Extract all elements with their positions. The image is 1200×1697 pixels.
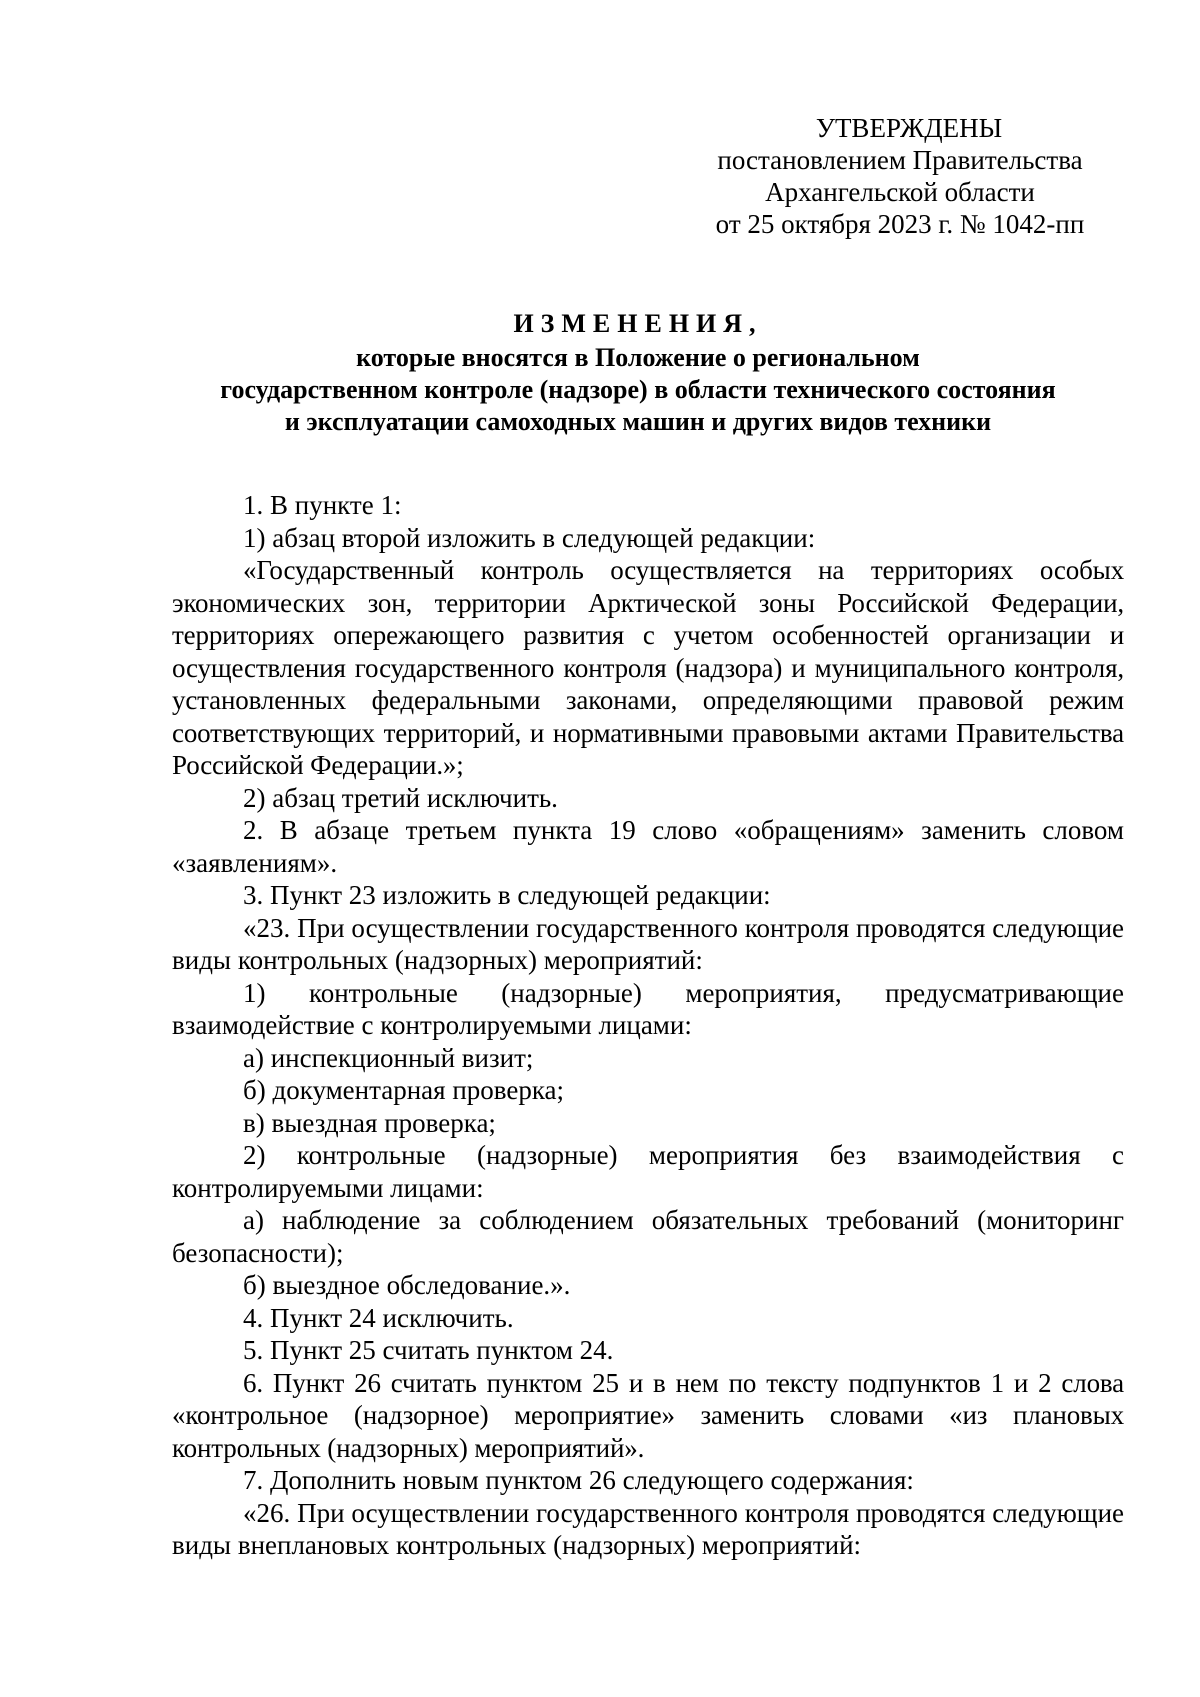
paragraph: в) выездная проверка;	[243, 1107, 496, 1138]
paragraph: б) документарная проверка;	[243, 1075, 565, 1105]
heading-line-1: которые вносятся в Положение о региональном	[356, 343, 920, 372]
paragraph: «26. При осуществлении государственного контроля проводятся следующие виды внеплановых контрольных (надзорных) мероприятий:	[172, 1497, 1124, 1560]
paragraph: б) выездное обследование.».	[243, 1270, 571, 1300]
paragraph: 2) абзац третий исключить.	[243, 782, 558, 813]
paragraph: 5. Пункт 25 считать пунктом 24.	[243, 1335, 614, 1365]
approval-line-1: постановлением Правительства	[717, 145, 1083, 175]
paragraph: 1) абзац второй изложить в следующей редакции:	[243, 522, 816, 553]
paragraph: 1) контрольные (надзорные) мероприятия, предусматривающие взаимодействие с контролируемыми лицами:	[172, 977, 1124, 1040]
paragraph: 7. Дополнить новым пунктом 26 следующего содержания:	[243, 1465, 914, 1495]
paragraph: а) инспекционный визит;	[243, 1042, 534, 1073]
paragraph: 2. В абзаце третьем пункта 19 слово «обращениям» заменить словом «заявлениям».	[172, 815, 1124, 878]
paragraph: «Государственный контроль осуществляется на территориях особых экономических зон, территории Арктической зоны Российской Федерации, территориях опережающего развития с учетом особенностей организации и осуществления государственного контроля (надзора) и муниципального контроля, установленных федеральными законами, определяющими правовой режим соответствующих территорий, и нормативными правовыми актами Правительства Российской Федерации.»;	[172, 555, 1124, 780]
document-body	[172, 489, 1124, 1562]
approval-block	[690, 112, 1110, 240]
paragraph: 4. Пункт 24 исключить.	[243, 1302, 514, 1333]
paragraph: а) наблюдение за соблюдением обязательных требований (мониторинг безопасности);	[172, 1205, 1124, 1268]
paragraph: 6. Пункт 26 считать пунктом 25 и в нем по тексту подпунктов 1 и 2 слова «контрольное (надзорное) мероприятие» заменить словами «из плановых контрольных (надзорных) мероприятий».	[172, 1367, 1124, 1463]
approval-title: УТВЕРЖДЕНЫ	[815, 113, 1003, 143]
heading-line-2: государственном контроле (надзоре) в области технического состояния	[220, 375, 1056, 404]
paragraph: «23. При осуществлении государственного контроля проводятся следующие виды контрольных (надзорных) мероприятий:	[172, 912, 1124, 975]
document-heading	[172, 308, 1104, 438]
approval-line-2: Архангельской области	[765, 177, 1035, 207]
paragraph: 1. В пункте 1:	[243, 490, 402, 520]
document-title: ИЗМЕНЕНИЯ,	[513, 309, 763, 338]
paragraph: 3. Пункт 23 изложить в следующей редакции:	[243, 880, 771, 910]
heading-line-3: и эксплуатации самоходных машин и других видов техники	[284, 407, 992, 436]
approval-line-3: от 25 октября 2023 г. № 1042-пп	[715, 209, 1085, 239]
paragraph: 2) контрольные (надзорные) мероприятия без взаимодействия с контролируемыми лицами:	[172, 1140, 1124, 1203]
